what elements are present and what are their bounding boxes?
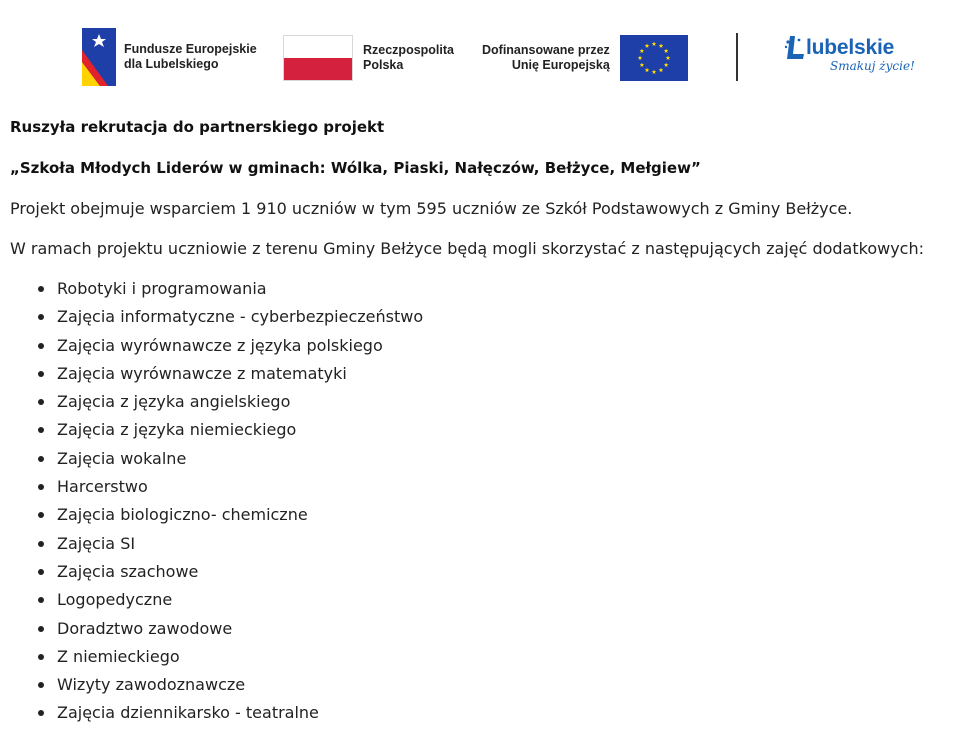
polish-flag-icon xyxy=(283,35,353,81)
activity-item: Zajęcia dziennikarsko - teatralne xyxy=(10,702,423,730)
activity-item: Logopedyczne xyxy=(10,589,423,617)
activity-item: Robotyki i programowania xyxy=(10,278,423,306)
lubelskie-tagline: Smakuj życie! xyxy=(830,59,915,73)
activity-item: Zajęcia SI xyxy=(10,533,423,561)
fe-emblem-icon xyxy=(82,28,116,86)
activity-item: Zajęcia z języka angielskiego xyxy=(10,391,423,419)
activity-item: Zajęcia szachowe xyxy=(10,561,423,589)
activities-intro: W ramach projektu uczniowie z terenu Gminy Bełżyce będą mogli skorzystać z następujących zajęć dodatkowych: xyxy=(10,239,924,258)
fe-logo xyxy=(82,28,257,86)
logo-bar xyxy=(0,0,980,110)
activity-item: Zajęcia wokalne xyxy=(10,448,423,476)
activity-item: Z niemieckiego xyxy=(10,646,423,674)
fe-logo-line2: dla Lubelskiego xyxy=(124,57,219,71)
activity-item: Zajęcia z języka niemieckiego xyxy=(10,419,423,447)
eu-logo-line2: Unię Europejską xyxy=(511,58,610,72)
rp-logo-line2: Polska xyxy=(363,58,404,72)
eu-flag-icon xyxy=(620,35,688,81)
activity-item: Zajęcia wyrównawcze z matematyki xyxy=(10,363,423,391)
eu-logo xyxy=(482,35,688,81)
activity-item: Doradztwo zawodowe xyxy=(10,618,423,646)
activity-item: Zajęcia informatyczne - cyberbezpieczeństwo xyxy=(10,306,423,334)
rp-logo-line1: Rzeczpospolita xyxy=(363,43,454,57)
lubelskie-logo xyxy=(784,34,915,73)
project-title: „Szkoła Młodych Liderów w gminach: Wólka, Piaski, Nałęczów, Bełżyce, Mełgiew” xyxy=(10,159,701,177)
lubelskie-l-icon xyxy=(784,34,806,62)
activity-item: Zajęcia biologiczno- chemiczne xyxy=(10,504,423,532)
article-heading: Ruszyła rekrutacja do partnerskiego projekt xyxy=(10,118,385,136)
logo-divider xyxy=(736,33,738,81)
rp-logo xyxy=(283,35,454,81)
project-summary: Projekt obejmuje wsparciem 1 910 uczniów w tym 595 uczniów ze Szkół Podstawowych z Gminy Bełżyce. xyxy=(10,199,853,218)
activity-item: Wizyty zawodoznawcze xyxy=(10,674,423,702)
fe-logo-line1: Fundusze Europejskie xyxy=(124,42,257,56)
activity-item: Zajęcia wyrównawcze z języka polskiego xyxy=(10,335,423,363)
eu-logo-line1: Dofinansowane przez xyxy=(482,43,610,57)
lubelskie-wordmark: lubelskie xyxy=(806,36,895,59)
activities-list xyxy=(10,278,423,731)
activity-item: Harcerstwo xyxy=(10,476,423,504)
